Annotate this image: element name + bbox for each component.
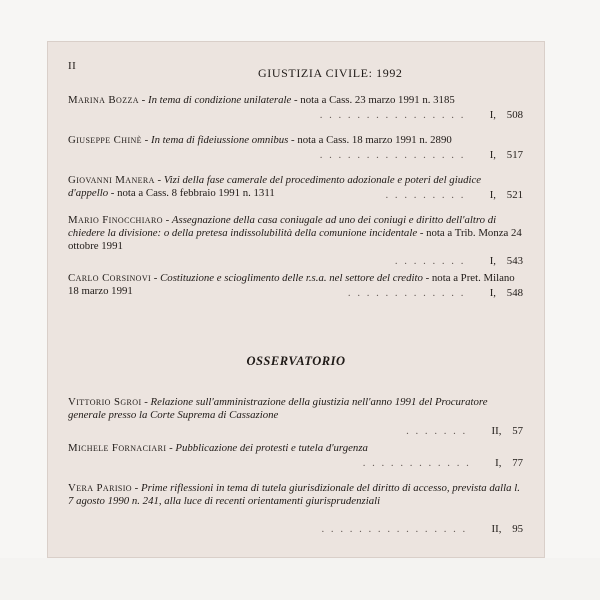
entry-page: 508 <box>506 109 523 121</box>
index-entry: Carlo Corsinovi - Costituzione e scioglimento delle r.s.a. nel settore del credito - nota a Pret. Milano 18 marzo 1991 . . . . . . . . . . . . . I, 548 <box>68 272 523 299</box>
entry-volume: I, <box>489 189 496 201</box>
index-entry: Michele Fornaciari - Pubblicazione dei protesti e tutela d'urgenza . . . . . . . . . . . . I, 77 <box>68 442 523 469</box>
entry-page: 77 <box>512 457 523 469</box>
entry-volume: I, <box>489 255 496 267</box>
page-number: II <box>68 60 77 72</box>
entry-title: Prime riflessioni in tema di tutela giurisdizionale del diritto di accesso, prevista dalla l. 7 agosto 1990 n. 241, alla luce di recenti orientamenti giurisprudenziali <box>68 482 520 507</box>
page-header <box>48 60 544 80</box>
entry-title: Pubblicazione dei protesti e tutela d'urgenza <box>175 442 368 454</box>
entry-reference: . . . . . . . . . . . . I, 77 <box>362 457 523 469</box>
entry-volume: II, <box>491 425 502 437</box>
entry-page: 543 <box>506 255 523 267</box>
entry-reference: . . . . . . . . I, 543 <box>394 255 523 267</box>
entry-author: Giovanni Manera <box>68 174 155 186</box>
entry-title: In tema di fideiussione omnibus <box>150 134 289 146</box>
entry-reference: . . . . . . . . . . . . . . . . I, 508 <box>319 109 523 121</box>
journal-title: GIUSTIZIA CIVILE: 1992 <box>258 66 403 80</box>
entry-author: Michele Fornaciari <box>68 442 167 454</box>
document-page <box>48 42 544 557</box>
index-entry: Vera Parisio - Prime riflessioni in tema di tutela giurisdizionale del diritto di accesso, prevista dalla l. 7 agosto 1990 n. 241, alla luce di recenti orientamenti giurisprudenziali . . . . . . . . . . . . . . . . II, 95 <box>68 482 523 535</box>
entry-note: - nota a Cass. 18 marzo 1991 n. 2890 <box>291 134 452 146</box>
entry-title: Assegnazione della casa coniugale ad uno dei coniugi e diritto dell'altro di chiedere la divisione: o della pretesa indissolubilità della comunione incidentale <box>68 214 497 239</box>
entry-reference: . . . . . . . . . . . . . . . . I, 517 <box>319 149 523 161</box>
entry-reference: . . . . . . . . . . . . . . . . II, 95 <box>321 523 523 535</box>
entry-page: 517 <box>506 149 523 161</box>
entry-volume: I, <box>495 457 502 469</box>
entry-volume: I, <box>489 287 496 299</box>
background-surface <box>0 558 600 600</box>
entry-page: 521 <box>506 189 523 201</box>
entry-reference: . . . . . . . II, 57 <box>406 425 523 437</box>
entry-author: Carlo Corsinovi <box>68 272 152 284</box>
entry-author: Vera Parisio <box>68 482 132 494</box>
entry-reference: . . . . . . . . . . . . . I, 548 <box>347 287 523 299</box>
entry-title: In tema di condizione unilaterale <box>147 94 292 106</box>
entry-note: - nota a Cass. 8 febbraio 1991 n. 1311 <box>110 187 275 199</box>
index-entry: Vittorio Sgroi - Relazione sull'amministrazione della giustizia nell'anno 1991 del Procuratore generale presso la Corte Suprema di Cassazione . . . . . . . II, 57 <box>68 396 523 437</box>
entry-author: Mario Finocchiaro <box>68 214 163 226</box>
entry-page: 57 <box>512 425 523 437</box>
index-entry: Giuseppe Chinè - In tema di fideiussione omnibus - nota a Cass. 18 marzo 1991 n. 2890 . . . . . . . . . . . . . . . . I, 517 <box>68 134 523 161</box>
entry-title: Costituzione e scioglimento delle r.s.a. nel settore del credito <box>160 272 423 284</box>
index-entry: Mario Finocchiaro - Assegnazione della casa coniugale ad uno dei coniugi e diritto dell'altro di chiedere la divisione: o della pretesa indissolubilità della comunione incidentale - nota a Trib. Monza 24 ottobre 1991 . . . . . . . . I, 543 <box>68 214 523 267</box>
entry-author: Marina Bozza <box>68 94 139 106</box>
entry-title: Relazione sull'amministrazione della giustizia nell'anno 1991 del Procuratore generale presso la Corte Suprema di Cassazione <box>68 396 488 421</box>
entry-note: - nota a Cass. 23 marzo 1991 n. 3185 <box>294 94 455 106</box>
index-entry: Marina Bozza - In tema di condizione unilaterale - nota a Cass. 23 marzo 1991 n. 3185 . . . . . . . . . . . . . . . . I, 508 <box>68 94 523 121</box>
entry-title: Vizi della fase camerale del procedimento adozionale e poteri del giudice d'appello <box>68 174 482 199</box>
index-entry: Giovanni Manera - Vizi della fase camerale del procedimento adozionale e poteri del giudice d'appello - nota a Cass. 8 febbraio 1991 n. 1311 . . . . . . . . . I, 521 <box>68 174 523 201</box>
entry-note: - nota a Pret. Milano 18 marzo 1991 <box>68 272 515 297</box>
entry-page: 548 <box>506 287 523 299</box>
entry-volume: I, <box>489 109 496 121</box>
entry-author: Giuseppe Chinè <box>68 134 142 146</box>
entry-note: - nota a Trib. Monza 24 ottobre 1991 <box>68 227 522 252</box>
entry-reference: . . . . . . . . . I, 521 <box>385 189 523 201</box>
section-title: OSSERVATORIO <box>246 354 346 368</box>
entry-page: 95 <box>512 523 523 535</box>
entry-author: Vittorio Sgroi <box>68 396 142 408</box>
entry-volume: II, <box>491 523 502 535</box>
entry-volume: I, <box>489 149 496 161</box>
